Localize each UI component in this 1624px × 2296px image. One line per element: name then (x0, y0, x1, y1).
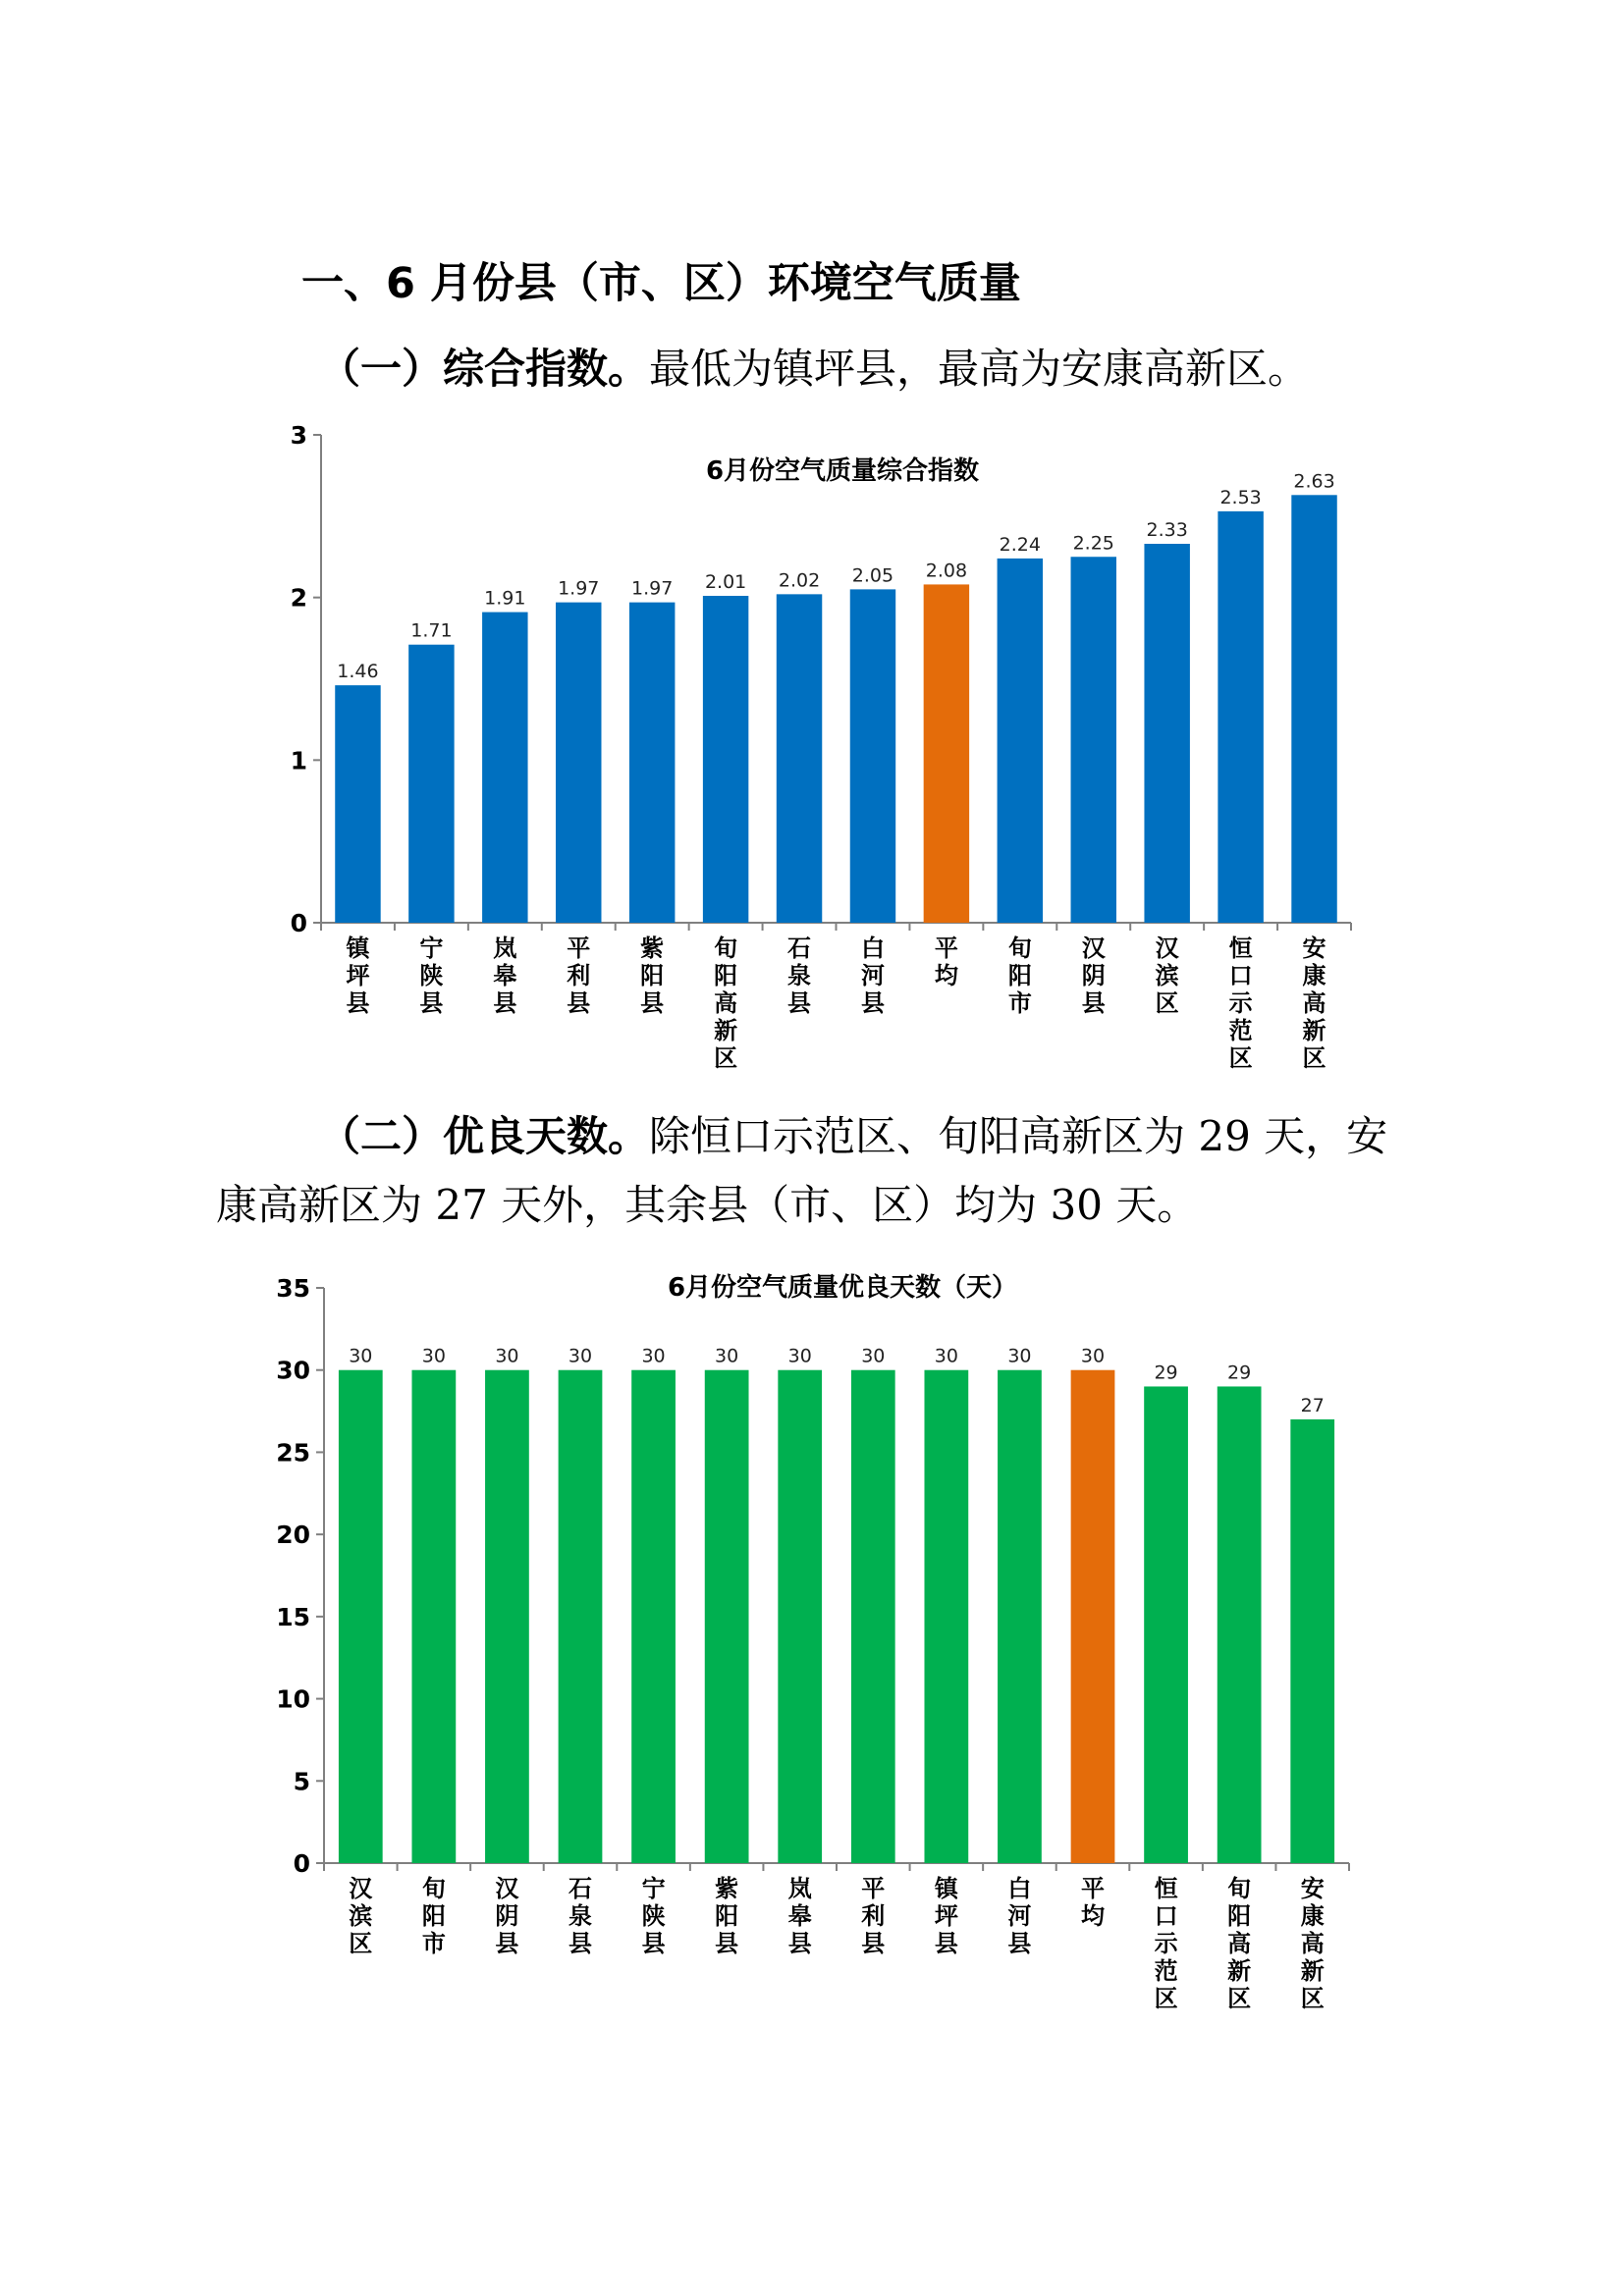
bar (408, 645, 454, 923)
bar-value-label: 2.08 (925, 560, 968, 582)
page-heading: 一、6 月份县（市、区）环境空气质量 (301, 259, 1021, 308)
bar-value-label: 30 (568, 1345, 593, 1367)
bar (556, 603, 601, 923)
y-tick-label: 1 (290, 746, 307, 775)
section1-label: （一）综合指数。 (319, 345, 650, 393)
bar (411, 1370, 456, 1863)
bar-value-label: 29 (1154, 1362, 1178, 1384)
section2-label: （二）优良天数。 (319, 1112, 650, 1160)
bar-value-label: 2.24 (999, 533, 1041, 556)
bar (485, 1370, 529, 1863)
category-label: 平均 (934, 934, 958, 989)
category-label: 汉阴县 (1081, 934, 1106, 1017)
category-label: 旬阳高新区 (1227, 1875, 1252, 2012)
bar (705, 1370, 749, 1863)
section2-text-line2: 康高新区为 27 天外，其余县（市、区）均为 30 天。 (216, 1181, 1199, 1229)
bar (1218, 511, 1263, 923)
y-tick-label: 15 (276, 1602, 310, 1631)
chart-title: 6月份空气质量优良天数（天） (667, 1273, 1018, 1303)
category-label: 安康高新区 (1302, 934, 1326, 1072)
category-label: 石泉县 (568, 1875, 592, 1957)
bar (998, 559, 1043, 923)
category-label: 石泉县 (787, 934, 812, 1017)
bar (1291, 495, 1336, 923)
bar-value-label: 2.33 (1146, 518, 1188, 541)
y-tick-label: 2 (290, 583, 307, 613)
category-label: 旬阳市 (421, 1875, 446, 1957)
bar-value-label: 30 (934, 1345, 958, 1367)
category-label: 宁陕县 (419, 934, 444, 1017)
y-tick-label: 0 (290, 909, 307, 937)
bar (1218, 1386, 1262, 1863)
bar-value-label: 2.05 (851, 564, 894, 587)
good-days-chart (0, 1256, 1624, 2022)
composite-index-chart (0, 412, 1624, 1080)
category-label: 恒口示范区 (1228, 934, 1253, 1072)
section2-paragraph (319, 1104, 1387, 1163)
bar-value-label: 30 (349, 1345, 373, 1367)
category-label: 平均 (1081, 1875, 1105, 1930)
category-label: 旬阳市 (1007, 934, 1032, 1017)
chart-title: 6月份空气质量综合指数 (705, 456, 980, 486)
category-label: 白河县 (1007, 1875, 1032, 1957)
bar (851, 1370, 895, 1863)
average-bar (924, 584, 969, 923)
category-label: 紫阳县 (640, 934, 665, 1017)
y-tick-label: 5 (293, 1767, 310, 1796)
bar-value-label: 30 (495, 1345, 519, 1367)
category-label: 旬阳高新区 (714, 934, 738, 1072)
bar-value-label: 30 (715, 1345, 739, 1367)
section1-paragraph (319, 337, 1309, 396)
average-bar (1071, 1370, 1115, 1863)
category-label: 汉滨区 (349, 1875, 373, 1957)
bar (629, 603, 675, 923)
category-label: 安康高新区 (1300, 1875, 1325, 2012)
y-tick-label: 20 (276, 1521, 310, 1550)
category-label: 岚皋县 (493, 934, 517, 1017)
category-label: 平利县 (567, 934, 591, 1017)
category-label: 紫阳县 (715, 1875, 739, 1957)
category-label: 恒口示范区 (1154, 1875, 1178, 2012)
y-tick-label: 35 (276, 1274, 310, 1303)
bar (1290, 1419, 1334, 1863)
bar-value-label: 2.01 (704, 571, 747, 594)
y-tick-label: 30 (276, 1356, 310, 1385)
bar-value-label: 30 (787, 1345, 812, 1367)
bar (335, 685, 380, 923)
bar (559, 1370, 603, 1863)
bar (1071, 557, 1116, 923)
y-tick-label: 25 (276, 1438, 310, 1468)
section2-text-line1: 除恒口示范区、旬阳高新区为 29 天，安 (649, 1112, 1388, 1160)
bar (482, 613, 527, 923)
bar-value-label: 1.97 (631, 577, 674, 600)
category-label: 汉阴县 (495, 1875, 519, 1957)
bar-value-label: 2.25 (1072, 532, 1114, 555)
bar (924, 1370, 968, 1863)
y-tick-label: 0 (293, 1849, 310, 1878)
bar (1144, 544, 1189, 923)
category-label: 岚皋县 (787, 1875, 812, 1957)
bar-value-label: 1.91 (484, 587, 526, 610)
bar-value-label: 30 (861, 1345, 886, 1367)
bar-value-label: 1.46 (337, 661, 379, 683)
section1-text: 最低为镇坪县，最高为安康高新区。 (649, 345, 1310, 393)
bar-value-label: 1.97 (558, 577, 600, 600)
bar-value-label: 2.63 (1293, 470, 1335, 493)
category-label: 汉滨区 (1155, 934, 1179, 1017)
bar-value-label: 29 (1227, 1362, 1252, 1384)
bar (850, 589, 895, 923)
y-tick-label: 10 (276, 1684, 310, 1714)
bar (1144, 1386, 1188, 1863)
category-label: 镇坪县 (346, 934, 370, 1017)
bar-value-label: 30 (641, 1345, 666, 1367)
y-tick-label: 3 (290, 421, 307, 450)
bar (778, 1370, 822, 1863)
bar (631, 1370, 676, 1863)
bar (703, 596, 748, 923)
bar-value-label: 2.02 (778, 569, 821, 592)
bar-value-label: 30 (1080, 1345, 1106, 1367)
bar-value-label: 30 (421, 1345, 446, 1367)
bar-value-label: 30 (1007, 1345, 1032, 1367)
category-label: 宁陕县 (641, 1875, 666, 1957)
category-label: 平利县 (861, 1875, 886, 1957)
bar (339, 1370, 383, 1863)
category-label: 白河县 (860, 934, 885, 1017)
bar-value-label: 2.53 (1219, 486, 1262, 508)
category-label: 镇坪县 (934, 1875, 958, 1957)
bar-value-label: 27 (1300, 1394, 1325, 1416)
bar-value-label: 1.71 (410, 619, 453, 642)
bar (777, 594, 822, 923)
bar (998, 1370, 1042, 1863)
